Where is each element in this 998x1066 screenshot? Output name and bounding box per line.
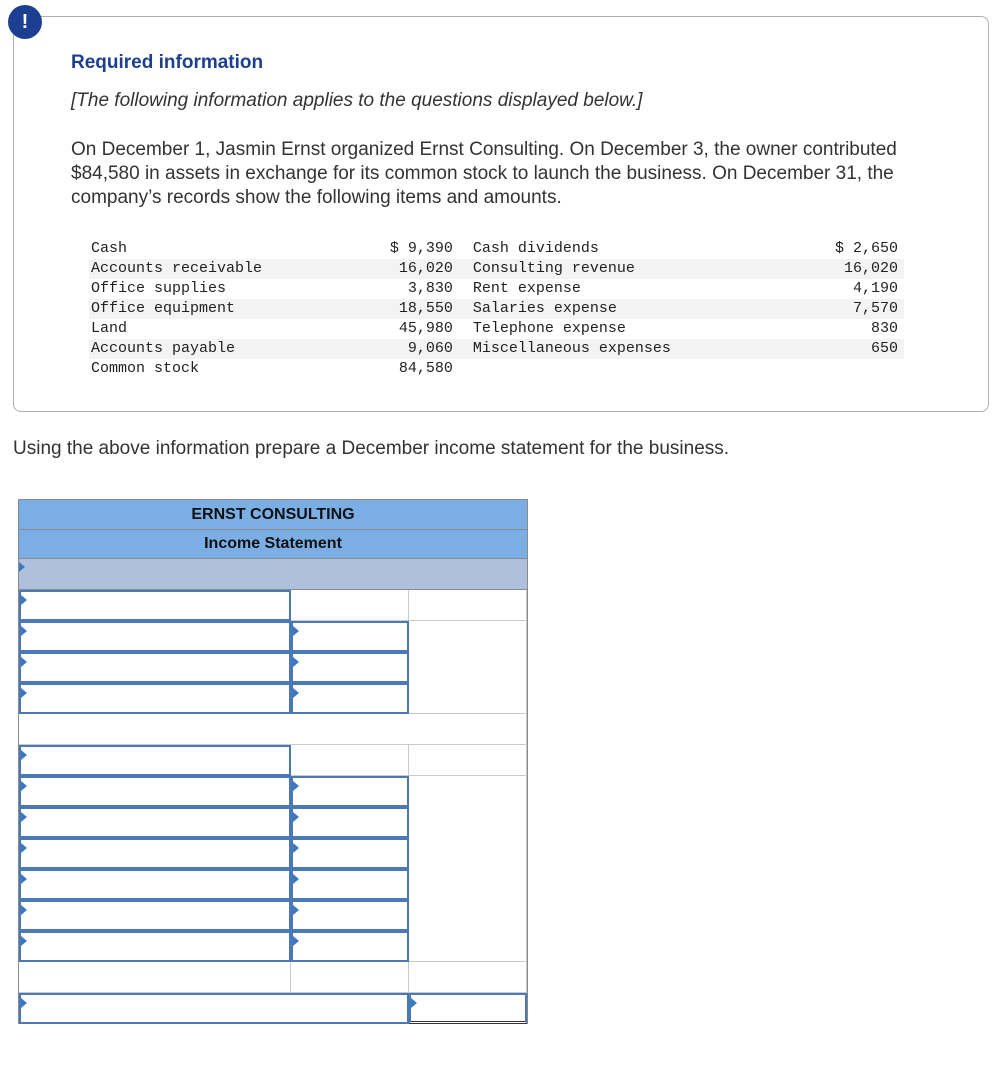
net-income-input[interactable] [409, 993, 527, 1024]
dropdown-marker-icon [21, 688, 27, 698]
dropdown-marker-icon [21, 843, 27, 853]
left-label: Cash [91, 240, 128, 257]
right-label: Salaries expense [459, 299, 817, 319]
dropdown-marker-icon [21, 998, 27, 1008]
right-label: Consulting revenue [459, 259, 817, 279]
table-row [18, 838, 528, 869]
total-cell [409, 807, 527, 838]
dropdown-marker-icon [21, 812, 27, 822]
amount-input[interactable] [291, 652, 409, 683]
table-row [89, 239, 904, 259]
alert-icon: ! [8, 5, 42, 39]
table-row [18, 900, 528, 931]
left-label: Land [91, 320, 128, 337]
input-marker-icon [293, 626, 299, 636]
input-marker-icon [293, 843, 299, 853]
required-information-title: Required information [71, 52, 264, 73]
table-row [89, 299, 904, 319]
input-marker-icon [293, 781, 299, 791]
right-value: $ 2,650 [834, 240, 898, 257]
amount-input[interactable] [291, 621, 409, 652]
right-label: Rent expense [472, 280, 581, 297]
label-dropdown[interactable] [19, 838, 291, 869]
total-cell [409, 590, 527, 621]
left-value: $ 9,390 [389, 240, 453, 257]
input-marker-icon [293, 688, 299, 698]
table-row [18, 621, 528, 652]
total-cell [409, 683, 527, 714]
right-label [459, 359, 817, 379]
right-label: Cash dividends [472, 240, 599, 257]
blank-cell [19, 714, 409, 745]
input-marker-icon [293, 874, 299, 884]
company-name-header: ERNST CONSULTING [18, 499, 528, 529]
table-row [18, 962, 528, 993]
left-value: 84,580 [398, 360, 453, 377]
table-row [18, 745, 528, 776]
total-cell [409, 931, 527, 962]
amount-input[interactable] [291, 807, 409, 838]
left-value: 45,980 [398, 320, 453, 337]
right-value [817, 359, 904, 379]
amount-input[interactable] [291, 683, 409, 714]
amount-input[interactable] [291, 869, 409, 900]
table-row [89, 319, 904, 339]
dropdown-marker-icon [21, 626, 27, 636]
input-marker-icon [293, 657, 299, 667]
amount-cell [291, 590, 409, 621]
table-row [18, 683, 528, 714]
label-dropdown[interactable] [19, 900, 291, 931]
table-row [89, 259, 904, 279]
required-information-card [13, 16, 989, 412]
label-dropdown[interactable] [19, 621, 291, 652]
table-row [89, 359, 904, 379]
right-value: 16,020 [817, 259, 904, 279]
table-row [89, 279, 904, 299]
input-marker-icon [293, 936, 299, 946]
right-value: 650 [817, 339, 904, 359]
statement-date-input[interactable] [18, 559, 528, 590]
table-row [18, 931, 528, 962]
dropdown-marker-icon [19, 562, 25, 572]
total-cell [409, 869, 527, 900]
input-marker-icon [293, 905, 299, 915]
total-cell [409, 776, 527, 807]
income-statement-worksheet [18, 499, 528, 1024]
label-dropdown[interactable] [19, 869, 291, 900]
table-row [18, 590, 528, 621]
required-information-subtitle: [The following information applies to the questions displayed below.] [71, 90, 643, 111]
right-value: 4,190 [852, 280, 898, 297]
blank-cell [409, 962, 527, 993]
right-value: 7,570 [817, 299, 904, 319]
dropdown-marker-icon [21, 595, 27, 605]
statement-title-header: Income Statement [18, 529, 528, 559]
total-cell [409, 621, 527, 652]
left-value: 9,060 [362, 339, 459, 359]
total-cell [409, 900, 527, 931]
left-label: Accounts payable [89, 339, 362, 359]
dropdown-marker-icon [21, 657, 27, 667]
left-value: 16,020 [362, 259, 459, 279]
left-label: Accounts receivable [89, 259, 362, 279]
total-cell [409, 652, 527, 683]
input-marker-icon [411, 998, 417, 1008]
account-items-table [89, 239, 904, 379]
dropdown-marker-icon [21, 874, 27, 884]
dropdown-marker-icon [21, 781, 27, 791]
label-dropdown[interactable] [19, 745, 291, 776]
total-cell [409, 745, 527, 776]
table-row [18, 652, 528, 683]
amount-cell [291, 745, 409, 776]
label-dropdown[interactable] [19, 776, 291, 807]
table-row [18, 714, 528, 745]
table-row [89, 339, 904, 359]
input-marker-icon [293, 812, 299, 822]
label-dropdown[interactable] [19, 807, 291, 838]
left-value: 3,830 [407, 280, 453, 297]
right-label: Telephone expense [472, 320, 626, 337]
left-label: Common stock [91, 360, 200, 377]
amount-input[interactable] [291, 931, 409, 962]
amount-input[interactable] [291, 900, 409, 931]
net-income-label-dropdown[interactable] [19, 993, 409, 1024]
left-value: 18,550 [362, 299, 459, 319]
question-prompt: Using the above information prepare a December income statement for the business. [13, 438, 730, 459]
blank-cell [291, 962, 409, 993]
blank-cell [19, 962, 291, 993]
problem-paragraph: On December 1, Jasmin Ernst organized Ernst Consulting. On December 3, the owner contributed $84,580 in assets in exchange for its common stock to launch the business. On December 31, the company’s records show the following items and amounts. [71, 139, 897, 208]
table-row [18, 807, 528, 838]
label-dropdown[interactable] [19, 652, 291, 683]
label-dropdown[interactable] [19, 590, 291, 621]
right-value: 830 [870, 320, 898, 337]
table-row [18, 869, 528, 900]
total-cell [409, 838, 527, 869]
dropdown-marker-icon [21, 750, 27, 760]
left-label: Office equipment [89, 299, 362, 319]
table-row [18, 776, 528, 807]
dropdown-marker-icon [21, 936, 27, 946]
amount-input[interactable] [291, 776, 409, 807]
right-label: Miscellaneous expenses [459, 339, 817, 359]
dropdown-marker-icon [21, 905, 27, 915]
left-label: Office supplies [91, 280, 227, 297]
total-cell [409, 714, 527, 745]
amount-input[interactable] [291, 838, 409, 869]
table-row [18, 993, 528, 1024]
label-dropdown[interactable] [19, 683, 291, 714]
label-dropdown[interactable] [19, 931, 291, 962]
